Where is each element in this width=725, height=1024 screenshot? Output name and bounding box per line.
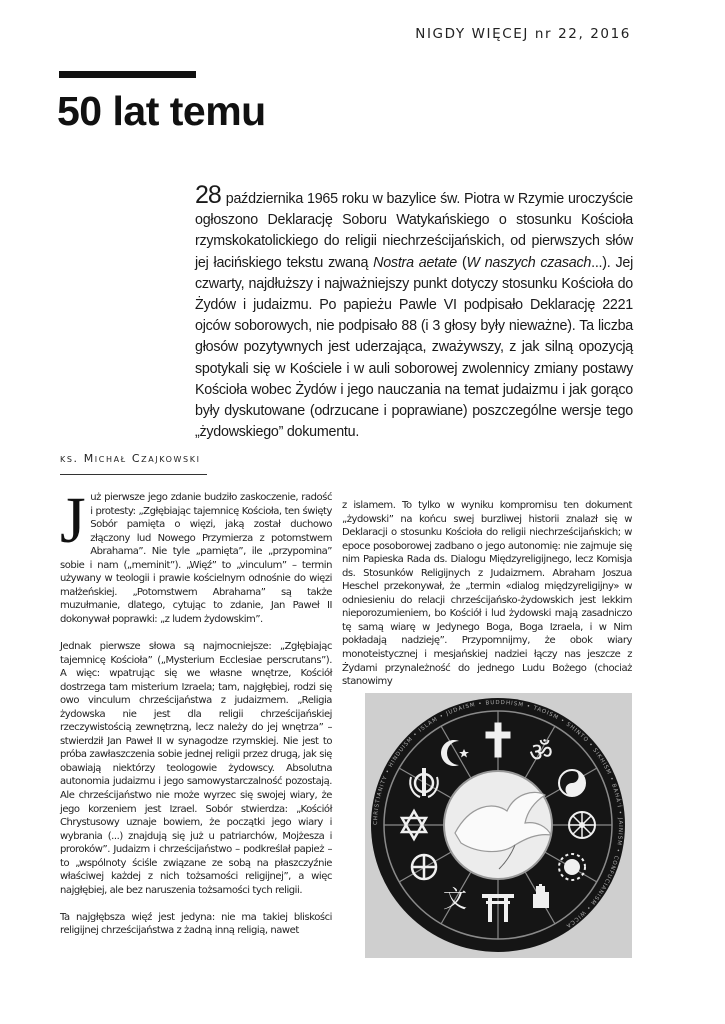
interfaith-symbols-image bbox=[365, 693, 632, 958]
left-paragraph-1 bbox=[60, 484, 332, 626]
lead-italic-2: W naszych czasach bbox=[466, 254, 592, 271]
left-paragraph-1-text: uż pierwsze jego zdanie budziło zaskoczenie, radość i protesty: „Zgłębiając tajemnicę Kościoła, ten święty Sobór pamięta o więzi, jaką został duchowo złączony lud Nowego Przymierza z potomstwem Abrahama”. Nie tyle „pamięta”, ile „przypomina” sobie i nam („meminit”). „Więź” to „vinculum” – termin używany w teologii i prawie kościelnym odnośnie do więzi małżeńskiej. „Potomstwem Abrahama” są także muzułmanie, dlatego, cytując to zdanie, Jan Paweł II dokonywał poprawki: „z ludem żydowskim”. bbox=[60, 492, 332, 625]
left-paragraph-3: Ta najgłębsza więź jest jedyna: nie ma takiej bliskości religijnej chrześcijaństwa z żadną inną religią, nawet bbox=[60, 911, 332, 937]
article-title: 50 lat temu bbox=[57, 88, 266, 134]
lead-paragraph bbox=[195, 181, 633, 443]
confucian-icon bbox=[443, 885, 467, 913]
lead-italic-1: Nostra aetate bbox=[373, 254, 457, 271]
lead-text-2: ( bbox=[457, 254, 467, 271]
title-rule bbox=[59, 71, 196, 78]
right-paragraph-1: z islamem. To tylko w wyniku kompromisu ten dokument „żydowski” na końcu swej burzliwej historii znalazł się w Deklaracji o stosunku Kościoła do religii niechrześcijańskich; w epoce posoborowej zadbano o jego autonomię: nie zajmuje się nim Papieska Rada ds. Dialogu Międzyreligijnego, lecz Komisja ds. Stosunków Religijnych z Judaizmem. Abraham Joszua Heschel przekonywał, że „termin «dialog międzyreligijny» w odniesieniu do relacji chrześcijańsko-żydowskich jest lekkim nieporozumieniem, bo Kościół i lud żydowski mają zasadniczo tę samą wiarę w Jedynego Boga, Boga Izraela, i w Nim pokładają nadzieję”. Przypomnijmy, że obok wiary monoteistycznej i mesjańskiej nadziei łączy nas jeszcze z Żydami przynależność do jednego Ludu Bożego (chociaż stanowimy bbox=[342, 500, 632, 688]
running-head: NIGDY WIĘCEJ nr 22, 2016 bbox=[415, 26, 631, 42]
dropcap: J bbox=[60, 484, 86, 557]
lead-big-number: 28 bbox=[195, 181, 221, 209]
svg-text:文: 文 bbox=[443, 885, 467, 913]
lead-text-1: października 1965 roku w bazylice św. Piotra w Rzymie uroczyście ogłoszono Deklarację Soboru Watykańskiego o stosunku Kościoła rzymskokatolickiego do religii niechrześcijańskich, od pierwszych słów jej łacińskiego tekstu zwaną bbox=[195, 191, 633, 271]
author-rule bbox=[60, 474, 207, 475]
lead-text-3: ...). Jej czwarty, najdłuższy i najważniejszy punkt dotyczy stosunku Kościoła do Żydów i judaizmu. Po papieżu Pawle VI podpisało Deklarację 2221 ojców soborowych, nie podpisało 88 (i 3 głosy były nieważne). Ta liczba głosów pozytywnych jest uderzająca, zważywszy, z jak silną opozycją spotykali się w Kościele i w auli soborowej zwolennicy zmiany postawy Kościoła wobec Żydów i jego nauczania na temat judaizmu i jak gorąco były dyskutowane (odrzucane i poprawiane) poszczególne wersje tego „żydowskiego” dokumentu. bbox=[195, 254, 633, 441]
earth-cross-icon bbox=[412, 855, 436, 879]
om-icon bbox=[529, 738, 553, 768]
svg-text:ॐ: ॐ bbox=[529, 738, 553, 768]
yin-yang-icon bbox=[559, 770, 585, 796]
author-byline: ks. Michał Czajkowski bbox=[60, 452, 201, 465]
ring-text: CHRISTIANITY • HINDUISM • ISLAM • JUDAISM • BUDDHISM • TAOISM • SHINTO • SIKHISM • BAHÁ'Í • JAINISM • CONFUCIANISM • WICCA bbox=[372, 699, 624, 929]
dharma-wheel-icon bbox=[569, 812, 595, 838]
right-column bbox=[342, 499, 632, 689]
interfaith-symbols-figure bbox=[365, 693, 632, 958]
left-column bbox=[60, 484, 332, 938]
left-paragraph-2: Jednak pierwsze słowa są najmocniejsze: „Zgłębiając tajemnicę Kościoła” („Mysterium Ecclesiae perscrutans”). A więc: wpatrując się we własne wnętrze, Kościół dostrzega tam misterium Izraela; tam, najgłębiej, rodzi się owo vinculum chrześcijaństwa z judaizmem. „Religia żydowska nie jest dla religii chrześcijańskiej rzeczywistością zewnętrzną, lecz należy do jej wnętrza” – stwierdził Jan Paweł II w synagodze rzymskiej. Nie jest to próba zawłaszczenia sobie jednej religii przez drugą, jak się obawiają niektórzy teologowie żydowscy. Absolutna autonomia judaizmu i jego samowystarczalność pozostają. Ale chrześcijaństwo nie może wyrzec się swojej wiary, że jego korzeniem jest Izrael. Sobór stwierdza: „Kościół Chrystusowy uznaje bowiem, że początki jego wiary i wybrania (...) znajdują się już u patriarchów, Mojżesza i proroków”. Judaizm i chrześcijaństwo – podkreślał papież – to „wspólnoty ściśle związane ze sobą na płaszczyźnie właściwej każdej z nich tożsamości religijnej”, a więc najgłębiej, ale bez naruszenia tożsamości tych religii. bbox=[60, 640, 332, 896]
